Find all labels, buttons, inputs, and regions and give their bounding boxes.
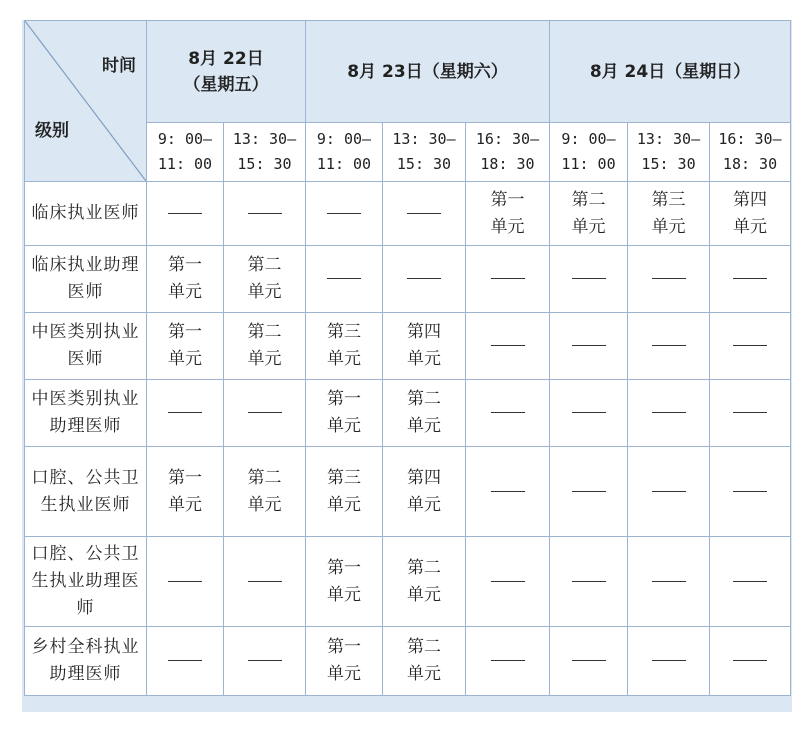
unit-text: 单元	[327, 584, 361, 605]
schedule-cell	[710, 537, 791, 627]
no-exam-dash	[572, 581, 606, 582]
unit-text: 第二	[571, 189, 606, 210]
schedule-cell	[306, 627, 383, 696]
time-slot-header	[306, 123, 383, 182]
unit-text: 单元	[407, 664, 441, 684]
row-category: 中医类别执业助理医师	[25, 380, 147, 447]
table-row	[25, 627, 791, 696]
no-exam-dash	[652, 581, 686, 582]
time-slot-start: 13: 30—	[392, 130, 456, 148]
schedule-cell	[383, 313, 466, 380]
unit-text: 单元	[327, 349, 361, 369]
no-exam-dash	[407, 278, 441, 279]
no-exam-dash	[733, 660, 767, 661]
table-row	[25, 447, 791, 537]
schedule-cell	[550, 182, 628, 246]
no-exam-dash	[248, 660, 282, 661]
diagonal-line	[25, 21, 146, 181]
time-slot-header	[466, 123, 550, 182]
no-exam-dash	[248, 581, 282, 582]
schedule-cell	[550, 313, 628, 380]
table-row	[25, 537, 791, 627]
schedule-cell	[224, 380, 306, 447]
date-line1: 8月 23日（星期六）	[347, 61, 508, 82]
schedule-cell	[147, 447, 224, 537]
time-slot-header	[710, 123, 791, 182]
schedule-cell	[710, 627, 791, 696]
unit-text: 单元	[327, 664, 361, 684]
schedule-cell	[550, 447, 628, 537]
date-line1: 8月 24日（星期日）	[589, 61, 751, 82]
exam-schedule-table	[24, 20, 791, 696]
unit-text: 第一	[168, 467, 202, 488]
schedule-cell	[550, 627, 628, 696]
schedule-cell	[466, 447, 550, 537]
time-slot-start: 9: 00—	[157, 130, 213, 148]
date-header-aug22	[147, 21, 306, 123]
schedule-cell	[628, 537, 710, 627]
date-header-aug24	[550, 21, 791, 123]
no-exam-dash	[491, 491, 525, 492]
schedule-cell	[383, 627, 466, 696]
date-line2: （星期五）	[183, 74, 269, 95]
schedule-cell	[224, 182, 306, 246]
schedule-cell	[306, 380, 383, 447]
schedule-cell	[466, 246, 550, 313]
time-slot-start: 9: 00—	[316, 130, 372, 148]
schedule-cell	[550, 246, 628, 313]
schedule-cell	[224, 627, 306, 696]
unit-text: 单元	[247, 494, 282, 515]
unit-text: 第二	[247, 322, 282, 342]
unit-text: 第一	[327, 637, 361, 657]
unit-text: 第一	[168, 255, 202, 275]
unit-text: 单元	[733, 216, 768, 237]
no-exam-dash	[733, 278, 767, 279]
unit-text: 单元	[168, 282, 202, 302]
corner-level-label: 级别	[35, 121, 69, 141]
schedule-cell	[383, 537, 466, 627]
no-exam-dash	[491, 581, 525, 582]
row-category: 中医类别执业医师	[25, 313, 147, 380]
unit-text: 第三	[327, 322, 361, 342]
schedule-cell	[550, 537, 628, 627]
time-slot-end: 15: 30	[237, 155, 292, 173]
time-slot-start: 9: 00—	[561, 130, 616, 148]
unit-text: 第四	[407, 467, 441, 488]
unit-text: 单元	[490, 216, 525, 237]
no-exam-dash	[168, 660, 202, 661]
unit-text: 单元	[327, 416, 361, 436]
time-slot-end: 11: 00	[157, 155, 213, 173]
unit-text: 第二	[407, 557, 441, 578]
date-line1: 8月 22日	[188, 48, 264, 69]
unit-text: 单元	[247, 282, 282, 302]
date-header-aug23	[306, 21, 550, 123]
unit-text: 第二	[407, 637, 441, 657]
table-row	[25, 313, 791, 380]
schedule-cell	[306, 246, 383, 313]
time-slot-header	[224, 123, 306, 182]
unit-text: 第一	[327, 557, 361, 578]
time-slot-header	[383, 123, 466, 182]
schedule-cell	[147, 380, 224, 447]
row-category: 乡村全科执业助理医师	[25, 627, 147, 696]
time-slot-start: 16: 30—	[475, 130, 540, 148]
no-exam-dash	[407, 213, 441, 214]
schedule-cell	[710, 313, 791, 380]
no-exam-dash	[248, 213, 282, 214]
no-exam-dash	[733, 491, 767, 492]
schedule-cell	[306, 182, 383, 246]
no-exam-dash	[652, 278, 686, 279]
corner-header	[25, 21, 147, 182]
schedule-cell	[466, 182, 550, 246]
no-exam-dash	[572, 278, 606, 279]
no-exam-dash	[652, 660, 686, 661]
schedule-cell	[628, 380, 710, 447]
time-slot-header	[147, 123, 224, 182]
schedule-cell	[710, 182, 791, 246]
schedule-cell	[628, 447, 710, 537]
unit-text: 单元	[247, 349, 282, 369]
no-exam-dash	[572, 660, 606, 661]
schedule-cell	[306, 447, 383, 537]
schedule-cell	[466, 627, 550, 696]
no-exam-dash	[572, 345, 606, 346]
time-slot-end: 18: 30	[722, 155, 778, 173]
schedule-cell	[550, 380, 628, 447]
unit-text: 第一	[327, 389, 361, 409]
row-category: 临床执业医师	[25, 182, 147, 246]
schedule-cell	[383, 246, 466, 313]
no-exam-dash	[491, 278, 525, 279]
table-row	[25, 182, 791, 246]
schedule-cell	[466, 380, 550, 447]
time-slot-start: 13: 30—	[636, 130, 701, 148]
time-slot-end: 11: 00	[316, 155, 372, 173]
schedule-cell	[147, 246, 224, 313]
schedule-cell	[466, 537, 550, 627]
time-slot-header	[550, 123, 628, 182]
table-row	[25, 380, 791, 447]
no-exam-dash	[572, 412, 606, 413]
unit-text: 第二	[247, 467, 282, 488]
no-exam-dash	[652, 412, 686, 413]
schedule-cell	[710, 380, 791, 447]
no-exam-dash	[491, 345, 525, 346]
no-exam-dash	[168, 412, 202, 413]
unit-text: 单元	[168, 349, 202, 369]
unit-text: 单元	[407, 349, 441, 369]
row-category: 口腔、公共卫生执业医师	[25, 447, 147, 537]
unit-text: 单元	[407, 416, 441, 436]
schedule-cell	[224, 246, 306, 313]
unit-text: 第三	[327, 467, 361, 488]
schedule-cell	[383, 182, 466, 246]
corner-time-label: 时间	[102, 56, 136, 76]
no-exam-dash	[572, 491, 606, 492]
schedule-cell	[224, 537, 306, 627]
schedule-cell	[147, 182, 224, 246]
no-exam-dash	[652, 345, 686, 346]
no-exam-dash	[733, 345, 767, 346]
unit-text: 第三	[651, 189, 686, 210]
unit-text: 第一	[490, 189, 525, 210]
schedule-cell	[224, 313, 306, 380]
unit-text: 单元	[327, 494, 361, 515]
unit-text: 单元	[407, 494, 441, 515]
no-exam-dash	[168, 581, 202, 582]
time-slot-end: 15: 30	[396, 155, 452, 173]
time-slot-header	[628, 123, 710, 182]
schedule-cell	[466, 313, 550, 380]
schedule-cell	[306, 537, 383, 627]
schedule-cell	[147, 313, 224, 380]
time-slot-start: 16: 30—	[718, 130, 782, 148]
unit-text: 第二	[407, 389, 441, 409]
schedule-cell	[306, 313, 383, 380]
no-exam-dash	[168, 213, 202, 214]
schedule-cell	[628, 627, 710, 696]
schedule-cell	[628, 182, 710, 246]
no-exam-dash	[327, 278, 361, 279]
unit-text: 第四	[733, 189, 768, 210]
table-row	[25, 246, 791, 313]
no-exam-dash	[491, 660, 525, 661]
schedule-cell	[147, 537, 224, 627]
no-exam-dash	[327, 213, 361, 214]
schedule-cell	[383, 447, 466, 537]
unit-text: 单元	[168, 494, 202, 515]
time-slot-start: 13: 30—	[232, 130, 297, 148]
schedule-cell	[628, 313, 710, 380]
schedule-cell	[383, 380, 466, 447]
time-slot-end: 18: 30	[480, 155, 535, 173]
no-exam-dash	[652, 491, 686, 492]
no-exam-dash	[248, 412, 282, 413]
time-slot-end: 15: 30	[641, 155, 696, 173]
unit-text: 单元	[651, 216, 686, 237]
schedule-cell	[710, 246, 791, 313]
schedule-cell	[628, 246, 710, 313]
schedule-cell	[710, 447, 791, 537]
row-category: 临床执业助理医师	[25, 246, 147, 313]
unit-text: 第二	[247, 255, 282, 275]
schedule-cell	[147, 627, 224, 696]
no-exam-dash	[733, 581, 767, 582]
unit-text: 第一	[168, 322, 202, 342]
no-exam-dash	[491, 412, 525, 413]
time-slot-end: 11: 00	[561, 155, 616, 173]
unit-text: 第四	[407, 322, 441, 342]
schedule-cell	[224, 447, 306, 537]
unit-text: 单元	[571, 216, 606, 237]
unit-text: 单元	[407, 584, 441, 605]
row-category: 口腔、公共卫生执业助理医师	[25, 537, 147, 627]
no-exam-dash	[733, 412, 767, 413]
